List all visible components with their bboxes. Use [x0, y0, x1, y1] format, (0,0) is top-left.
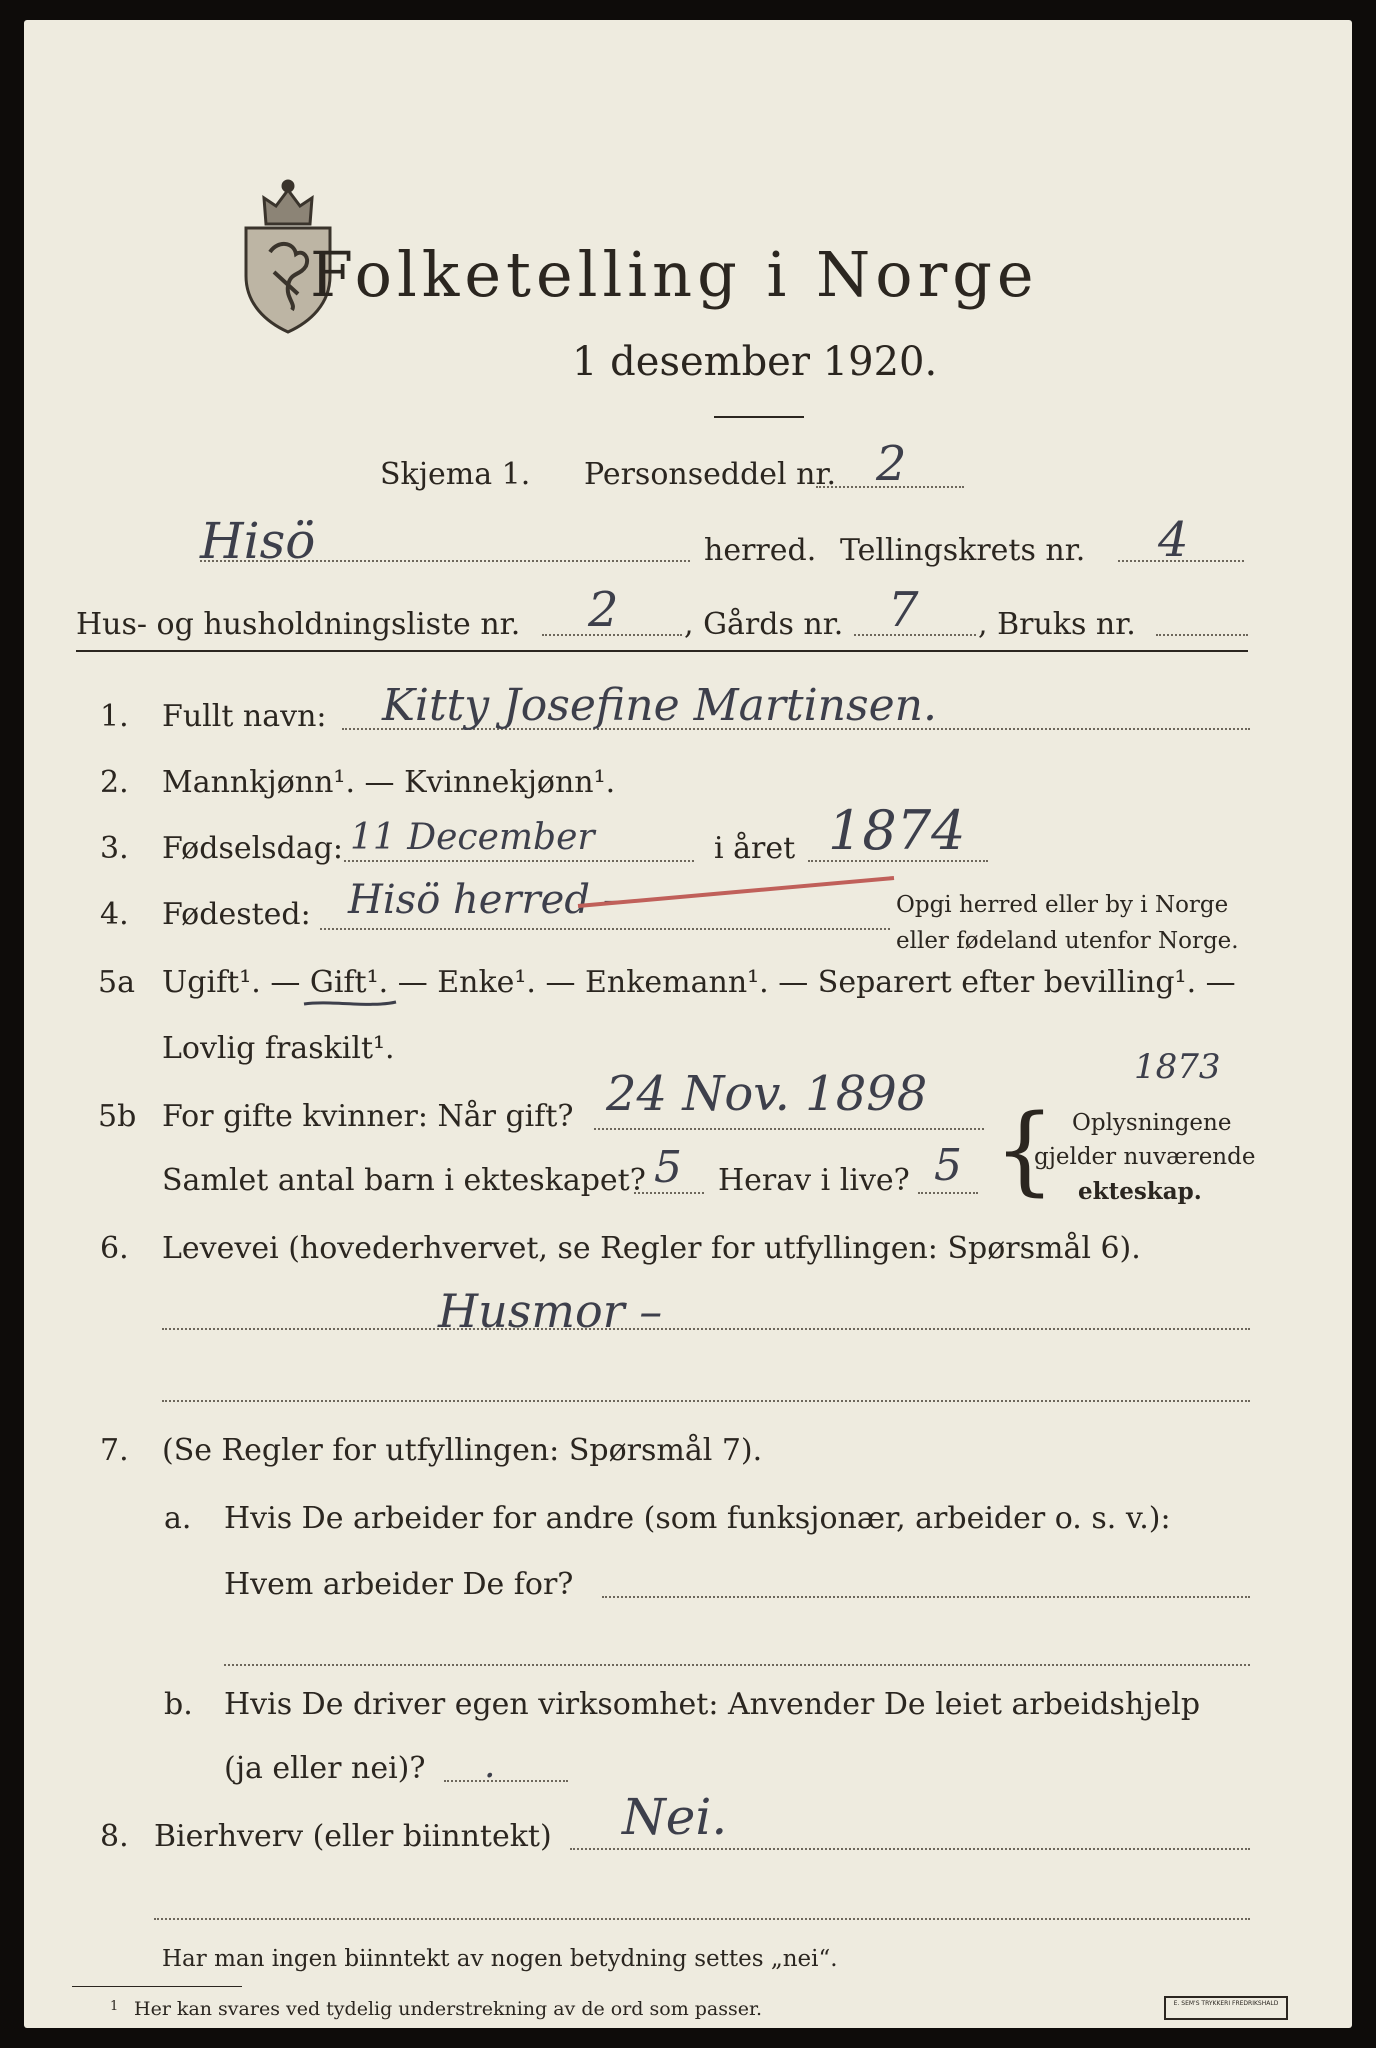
- q3-date-line: [344, 860, 694, 862]
- q7a-employer-label: Hvem arbeider De for?: [224, 1567, 574, 1602]
- q7b-answer-label: (ja eller nei)?: [224, 1751, 426, 1786]
- q7-number: 7.: [100, 1433, 129, 1468]
- personseddel-value[interactable]: 2: [876, 436, 907, 492]
- q5b-alive-line: [918, 1192, 978, 1194]
- form-title: Folketelling i Norge: [310, 238, 1039, 311]
- q5b-alive-value[interactable]: 5: [934, 1140, 962, 1191]
- q8-label: Bierhverv (eller biinntekt): [154, 1819, 552, 1854]
- q4-red-strike: [574, 872, 904, 912]
- printer-stamp: [1164, 1996, 1288, 2020]
- q6-line2: [162, 1400, 1250, 1402]
- q4-note-line1: Opgi herred eller by i Norge: [896, 892, 1229, 918]
- q7b-answer-line: [444, 1780, 568, 1782]
- q1-number: 1.: [100, 699, 129, 734]
- q5b-children-value[interactable]: 5: [654, 1142, 682, 1193]
- footer-note: Har man ingen biinntekt av nogen betydning settes „nei“.: [162, 1946, 838, 1972]
- q7a-extra-line: [224, 1664, 1250, 1666]
- header-rule: [76, 650, 1248, 652]
- q5b-note-line2: gjelder nuværende: [1034, 1144, 1256, 1170]
- q6-label: Levevei (hovederhvervet, se Regler for utfyllingen: Spørsmål 6).: [162, 1231, 1141, 1266]
- printer-stamp-text: E. SEM'S TRYKKERI FREDRIKSHALD: [1173, 2000, 1279, 2007]
- q2-sex-options: Mannkjønn¹. — Kvinnekjønn¹.: [162, 765, 616, 800]
- q7b-letter: b.: [164, 1687, 193, 1722]
- footnote-rule: [72, 1986, 242, 1987]
- gards-value[interactable]: 7: [888, 582, 919, 638]
- q5b-children-label: Samlet antal barn i ekteskapet?: [162, 1163, 646, 1198]
- q7b-question: Hvis De driver egen virksomhet: Anvender De leiet arbeidshjelp: [224, 1687, 1201, 1722]
- q3-label: Fødselsdag:: [162, 831, 343, 866]
- q6-number: 6.: [100, 1231, 129, 1266]
- bruks-label: , Bruks nr.: [978, 607, 1136, 642]
- q7a-employer-line: [602, 1596, 1250, 1598]
- q8-side-income[interactable]: Nei.: [622, 1788, 728, 1846]
- q5b-married-line: [594, 1128, 984, 1130]
- q2-number: 2.: [100, 765, 129, 800]
- q3-year-label: i året: [714, 831, 796, 866]
- title-divider: [714, 416, 804, 418]
- herred-line: [200, 560, 690, 562]
- husliste-label: Hus- og husholdningsliste nr.: [76, 607, 521, 642]
- q7-label: (Se Regler for utfyllingen: Spørsmål 7).: [162, 1433, 763, 1468]
- q5b-label: For gifte kvinner: Når gift?: [162, 1099, 574, 1134]
- q1-label: Fullt navn:: [162, 699, 327, 734]
- q8-line: [570, 1848, 1250, 1850]
- q7a-letter: a.: [164, 1501, 192, 1536]
- q4-note-line2: eller fødeland utenfor Norge.: [896, 928, 1239, 954]
- footnote-number: 1: [110, 1999, 119, 2014]
- q4-label: Fødested:: [162, 897, 311, 932]
- q5b-annotation[interactable]: 1873: [1134, 1047, 1221, 1087]
- q5a-gift-underline: [300, 996, 400, 1012]
- q8-extra-line: [154, 1918, 1250, 1920]
- footnote-text: Her kan svares ved tydelig understrekning av de ord som passer.: [134, 1998, 763, 2020]
- q5a-number: 5a: [98, 965, 135, 1000]
- q5b-brace: {: [994, 1094, 1056, 1206]
- q5a-status-options: Ugift¹. — Gift¹. — Enke¹. — Enkemann¹. — Separert efter bevilling¹. —: [162, 965, 1236, 1000]
- gards-label: , Gårds nr.: [684, 607, 844, 642]
- q1-full-name[interactable]: Kitty Josefine Martinsen.: [382, 680, 937, 731]
- bruks-line: [1156, 634, 1248, 636]
- census-date: 1 desember 1920.: [572, 339, 938, 385]
- herred-label: herred.: [704, 533, 817, 568]
- husliste-value[interactable]: 2: [588, 582, 619, 638]
- q5b-alive-label: Herav i live?: [718, 1163, 910, 1198]
- q5b-note-line3: ekteskap.: [1078, 1178, 1202, 1205]
- herred-value[interactable]: Hisö: [200, 512, 316, 570]
- q5b-number: 5b: [98, 1099, 137, 1134]
- q5a-divorced-option: Lovlig fraskilt¹.: [162, 1031, 395, 1066]
- q3-number: 3.: [100, 831, 129, 866]
- q5b-note-line1: Oplysningene: [1072, 1110, 1232, 1136]
- q4-number: 4.: [100, 897, 129, 932]
- q3-birth-year[interactable]: 1874: [828, 799, 966, 862]
- personseddel-label: Personseddel nr.: [584, 457, 837, 492]
- schema-label: Skjema 1.: [380, 457, 531, 492]
- q7b-answer-value[interactable]: .: [484, 1745, 496, 1786]
- q8-number: 8.: [100, 1819, 129, 1854]
- tellingskrets-value[interactable]: 4: [1158, 512, 1189, 568]
- q5b-married-date[interactable]: 24 Nov. 1898: [606, 1066, 928, 1122]
- q7a-question: Hvis De arbeider for andre (som funksjonær, arbeider o. s. v.):: [224, 1501, 1171, 1536]
- q4-line: [320, 928, 890, 930]
- census-form: [24, 20, 1352, 2028]
- q4-birthplace[interactable]: Hisö herred –: [348, 877, 623, 923]
- tellingskrets-label: Tellingskrets nr.: [840, 533, 1086, 568]
- q6-occupation[interactable]: Husmor –: [438, 1284, 663, 1338]
- q3-birth-date[interactable]: 11 December: [350, 817, 595, 858]
- q6-line1: [162, 1328, 1250, 1330]
